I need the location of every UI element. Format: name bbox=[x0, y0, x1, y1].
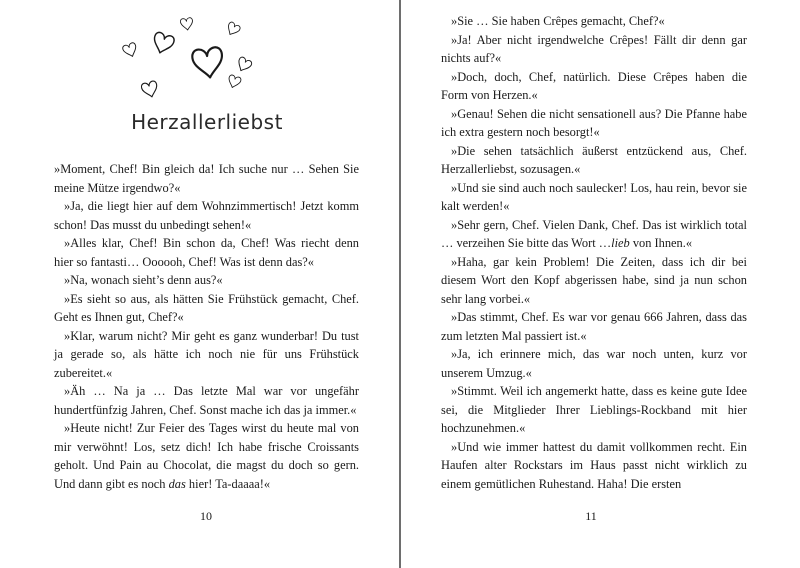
paragraph bbox=[441, 105, 747, 142]
paragraph-text: »Genau! Sehen die nicht sensationell aus? Die Pfanne habe ich extra gestern noch besorgt!« bbox=[441, 106, 747, 139]
paragraph-text: »Ja, die liegt hier auf dem Wohnzimmertisch! Jetzt komm schon! Das musst du unbedingt sehen!« bbox=[54, 199, 359, 232]
left-page bbox=[0, 0, 399, 568]
body-text bbox=[441, 12, 747, 493]
paragraph-text: »Sehr gern, Chef. Vielen Dank, Chef. Das ist wirklich total … verzeihen Sie bitte das Wort … bbox=[441, 217, 747, 250]
paragraph bbox=[441, 308, 747, 345]
heart-icon bbox=[227, 74, 242, 89]
hearts-illustration bbox=[108, 12, 298, 107]
paragraph-text: »Und wie immer hattest du damit vollkommen recht. Ein Haufen alter Rockstars im Haus passt nicht wirklich zu einem gemütlichen Ruhestand. Haha! Die ersten bbox=[441, 439, 747, 491]
paragraph-text: »Sie … Sie haben Crêpes gemacht, Chef?« bbox=[451, 14, 665, 28]
paragraph-text: »Doch, doch, Chef, natürlich. Diese Crêpes haben die Form von Herzen.« bbox=[441, 69, 747, 102]
page-number: 10 bbox=[200, 509, 212, 523]
right-page bbox=[401, 0, 800, 568]
paragraph-text: »Klar, warum nicht? Mir geht es ganz wunderbar! Du tust ja gerade so, als hätte ich noch nie für uns Frühstück zubereitet.« bbox=[54, 328, 359, 380]
paragraph bbox=[441, 12, 747, 31]
paragraph-text: »Ja, ich erinnere mich, das war noch unten, kurz vor unserem Umzug.« bbox=[441, 347, 747, 380]
paragraph-text: »Das stimmt, Chef. Es war vor genau 666 Jahren, dass das zum letzten Mal passiert ist.« bbox=[441, 310, 747, 343]
paragraph bbox=[54, 197, 359, 234]
paragraph bbox=[54, 160, 359, 197]
paragraph-text: »Na, wonach sieht’s denn aus?« bbox=[64, 273, 223, 287]
emphasis-text: lieb bbox=[611, 236, 630, 250]
paragraph bbox=[441, 253, 747, 309]
paragraph bbox=[441, 345, 747, 382]
paragraph bbox=[441, 179, 747, 216]
page-number: 11 bbox=[585, 509, 597, 523]
paragraph-text: »Und sie sind auch noch saulecker! Los, hau rein, bevor sie kalt werden!« bbox=[441, 180, 747, 213]
paragraph-text: »Es sieht so aus, als hätten Sie Frühstück gemacht, Chef. Geht es Ihnen gut, Chef?« bbox=[54, 291, 359, 324]
paragraph-text: »Stimmt. Weil ich angemerkt hatte, dass es keine gute Idee sei, die Mitglieder Ihrer Lieblings-Rockband mit hier hochzunehmen.« bbox=[441, 384, 747, 435]
heart-icon bbox=[150, 31, 175, 56]
paragraph bbox=[54, 271, 359, 290]
heart-icon bbox=[191, 46, 224, 79]
paragraph-text: »Heute nicht! Zur Feier des Tages wirst du heute mal von mir verwöhnt! Los, setz dich! Ich habe frische Croissants geholt. Und Pain au Chocolat, die magst du doch so gern. Und dann gibt es noch bbox=[54, 421, 359, 491]
paragraph bbox=[441, 142, 747, 179]
heart-icon bbox=[235, 56, 253, 74]
paragraph-text: »Haha, gar kein Problem! Die Zeiten, dass ich dir bei diesem Wort den Kopf abgerissen habe, sind ja nun schon sehr lang vorbei.« bbox=[441, 254, 747, 306]
paragraph-text: »Äh … Na ja … Das letzte Mal war vor ungefähr hundertfünfzig Jahren, Chef. Sonst mache ich das ja immer.« bbox=[54, 384, 359, 417]
body-text bbox=[54, 160, 359, 493]
paragraph bbox=[441, 438, 747, 494]
emphasis-text: das bbox=[168, 476, 186, 491]
paragraph-text: von Ihnen.« bbox=[629, 236, 693, 250]
paragraph-text: hier! Ta-daaaa!« bbox=[185, 476, 271, 491]
paragraph bbox=[54, 234, 359, 271]
paragraph bbox=[441, 31, 747, 68]
paragraph-text: »Die sehen tatsächlich äußerst entzückend aus, Chef. Herzallerliebst, sozusagen.« bbox=[441, 143, 747, 176]
chapter-title: Herzallerliebst bbox=[131, 110, 283, 134]
heart-icon bbox=[141, 80, 160, 99]
paragraph bbox=[54, 382, 359, 419]
paragraph-text: »Ja! Aber nicht irgendwelche Crêpes! Fällt dir denn gar nichts auf?« bbox=[441, 32, 747, 65]
paragraph bbox=[54, 327, 359, 383]
paragraph-text: »Alles klar, Chef! Bin schon da, Chef! Was riecht denn hier so fantasti… Oooooh, Chef! Was ist denn das?« bbox=[54, 236, 359, 269]
paragraph bbox=[441, 68, 747, 105]
paragraph bbox=[54, 419, 359, 493]
heart-icon bbox=[122, 42, 139, 59]
heart-icon bbox=[225, 21, 241, 37]
paragraph-text: »Moment, Chef! Bin gleich da! Ich suche nur … Sehen Sie meine Mütze irgendwo?« bbox=[54, 162, 359, 195]
paragraph bbox=[441, 382, 747, 438]
paragraph bbox=[441, 216, 747, 253]
paragraph bbox=[54, 290, 359, 327]
heart-icon bbox=[180, 17, 194, 30]
